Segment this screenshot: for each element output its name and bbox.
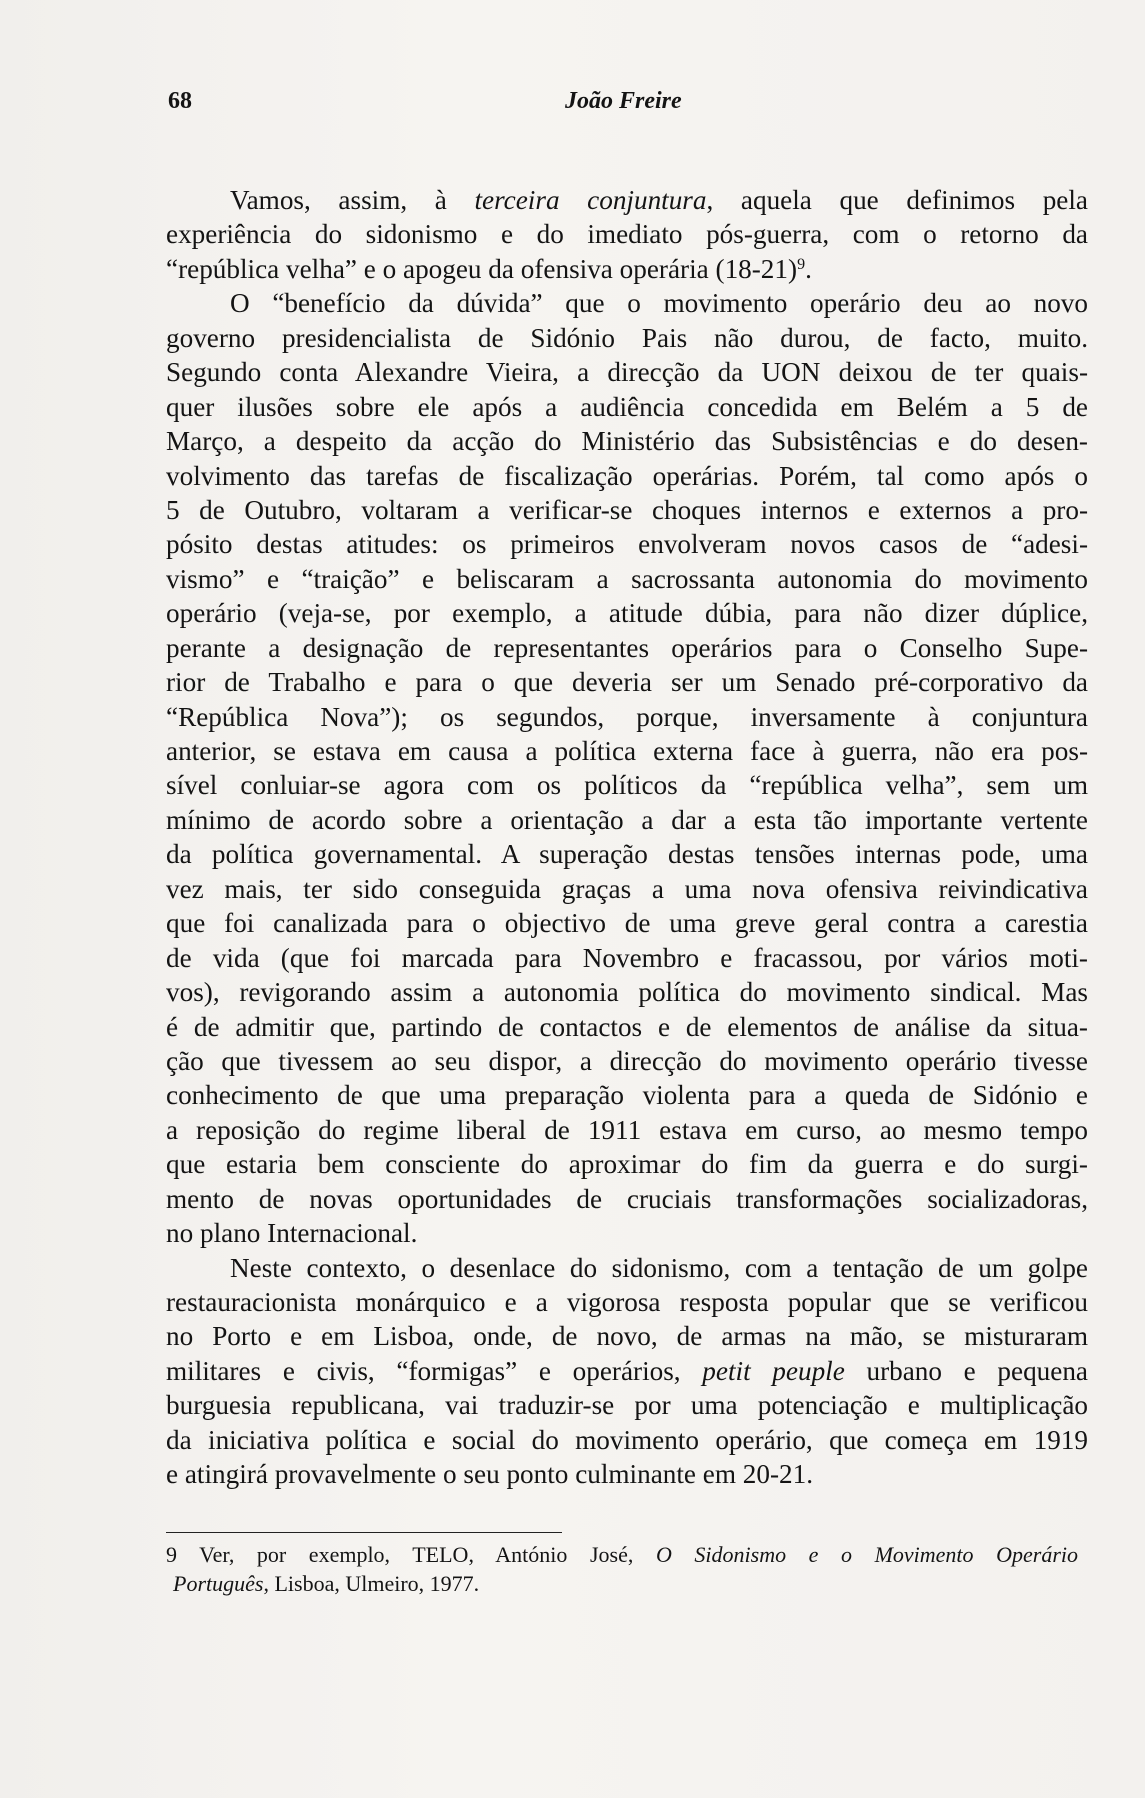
- text-line: a reposição do regime liberal de 1911 estava em curso, ao mesmo tempo: [166, 1114, 1088, 1145]
- text-line: O “benefício da dúvida” que o movimento operário deu ao novo: [230, 288, 1088, 319]
- text-line: governo presidencialista de Sidónio Pais não durou, de facto, muito.: [166, 322, 1088, 353]
- text-line: é de admitir que, partindo de contactos e de elementos de análise da situa-: [166, 1011, 1088, 1042]
- footnote-rule: [166, 1532, 562, 1533]
- text-line: que estaria bem consciente do aproximar do fim da guerra e do surgi-: [166, 1149, 1088, 1180]
- text-line: restauracionista monárquico e a vigorosa resposta popular que se verificou: [166, 1287, 1088, 1317]
- text-line: mento de novas oportunidades de cruciais transformações socializadoras,: [166, 1183, 1088, 1214]
- text-line: de vida (que foi marcada para Novembro e fracassou, por vários moti-: [166, 942, 1088, 973]
- text-line: Vamos, assim, à terceira conjuntura, aquela que definimos pela: [230, 185, 1088, 215]
- running-head: [168, 88, 1048, 128]
- body-text: [166, 183, 1088, 1492]
- text-line: pósito destas atitudes: os primeiros envolveram novos casos de “adesi-: [166, 529, 1088, 560]
- footnote-line: Português, Lisboa, Ulmeiro, 1977.: [173, 1571, 480, 1596]
- text-line: Segundo conta Alexandre Vieira, a direcção da UON deixou de ter quais-: [166, 357, 1088, 388]
- text-line: “República Nova”); os segundos, porque, inversamente à conjuntura: [166, 701, 1088, 732]
- text-line: militares e civis, “formigas” e operários, petit peuple urbano e pequena: [166, 1355, 1088, 1386]
- text-line: Neste contexto, o desenlace do sidonismo, com a tentação de um golpe: [230, 1252, 1088, 1283]
- text-line: 5 de Outubro, voltaram a verificar-se choques internos e externos a pro-: [166, 494, 1088, 525]
- text-line: Março, a despeito da acção do Ministério das Subsistências e do desen-: [166, 426, 1088, 457]
- text-line: volvimento das tarefas de fiscalização operárias. Porém, tal como após o: [166, 460, 1088, 491]
- text-line: experiência do sidonismo e do imediato pós-guerra, com o retorno da: [166, 219, 1088, 250]
- footnote-line: 9 Ver, por exemplo, TELO, António José, O Sidonismo e o Movimento Operário: [166, 1542, 1078, 1567]
- text-line: burguesia republicana, vai traduzir-se por uma potenciação e multiplicação: [166, 1390, 1088, 1421]
- text-line: sível conluiar-se agora com os políticos da “república velha”, sem um: [166, 770, 1088, 801]
- text-line: conhecimento de que uma preparação violenta para a queda de Sidónio e: [166, 1080, 1088, 1111]
- text-line: rior de Trabalho e para o que deveria ser um Senado pré-corporativo da: [166, 667, 1088, 698]
- text-line: no Porto e em Lisboa, onde, de novo, de armas na mão, se misturaram: [166, 1321, 1088, 1352]
- text-line: ção que tivessem ao seu dispor, a direcção do movimento operário tivesse: [166, 1045, 1088, 1076]
- text-line: “república velha” e o apogeu da ofensiva operária $(18-21)^9$.: [166, 253, 812, 284]
- text-line: mínimo de acordo sobre a orientação a dar a esta tão importante vertente: [166, 804, 1088, 835]
- text-line: e atingirá provavelmente o seu ponto culminante em 20-21.: [166, 1459, 814, 1490]
- text-line: da iniciativa política e social do movimento operário, que começa em 1919: [166, 1424, 1088, 1455]
- text-line: vez mais, ter sido conseguida graças a uma nova ofensiva reivindicativa: [166, 873, 1088, 904]
- running-title: João Freire: [565, 88, 682, 114]
- text-line: anterior, se estava em causa a política externa face à guerra, não era pos-: [166, 736, 1088, 766]
- footnote-marker: 9: [166, 1542, 177, 1567]
- page-number: 68: [168, 88, 192, 114]
- text-line: operário (veja-se, por exemplo, a atitude dúbia, para não dizer dúplice,: [166, 598, 1088, 629]
- text-line: perante a designação de representantes operários para o Conselho Supe-: [166, 632, 1088, 663]
- text-line: no plano Internacional.: [166, 1218, 418, 1249]
- text-line: que foi canalizada para o objectivo de uma greve geral contra a carestia: [166, 908, 1088, 939]
- paragraph-2: [166, 1251, 1088, 1492]
- text-line: vos), revigorando assim a autonomia política do movimento sindical. Mas: [166, 977, 1088, 1008]
- paragraph-1: [166, 183, 1088, 1251]
- text-line: da política governamental. A superação destas tensões internas pode, uma: [166, 839, 1088, 870]
- text-line: quer ilusões sobre ele após a audiência concedida em Belém a 5 de: [166, 391, 1088, 422]
- text-line: vismo” e “traição” e beliscaram a sacrossanta autonomia do movimento: [166, 563, 1088, 594]
- footnote: [166, 1540, 1078, 1598]
- footnote-reference: 9: [797, 255, 806, 273]
